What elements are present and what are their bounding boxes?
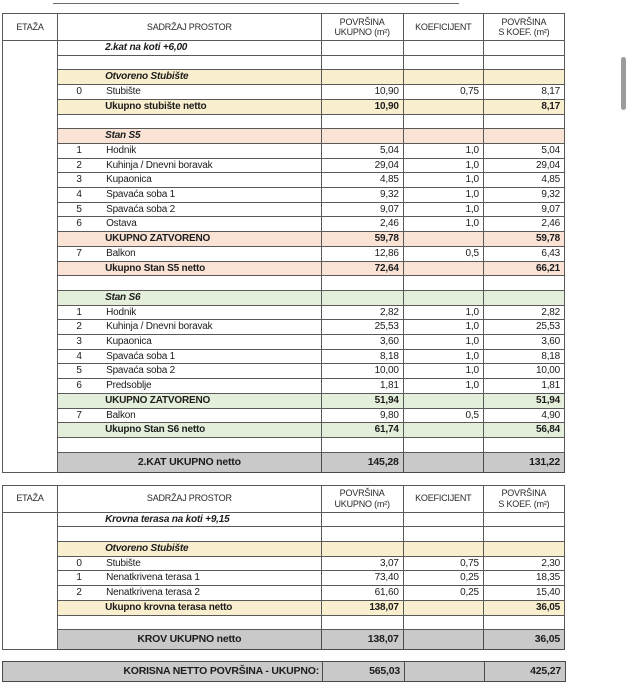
cell-povrsina-skoef xyxy=(483,542,564,557)
cell-koeficijent xyxy=(403,437,483,452)
col-header-povrsina-ukupno: POVRŠINA UKUPNO (m²) xyxy=(321,485,403,512)
room-name: Spavaća soba 1 xyxy=(106,189,176,200)
row-number: 3 xyxy=(76,174,82,186)
row-label xyxy=(58,158,321,173)
row-label xyxy=(58,173,321,188)
cell-koeficijent xyxy=(403,70,483,85)
table-row-data xyxy=(3,571,565,586)
cell-povrsina-skoef xyxy=(483,55,564,70)
cell-povrsina-ukupno: 73,40 xyxy=(321,571,403,586)
cell-povrsina-skoef xyxy=(483,615,564,630)
grand-total-koeficijent xyxy=(405,662,485,682)
cell-povrsina-ukupno xyxy=(321,512,403,527)
table-row-total xyxy=(3,600,565,615)
cell-povrsina-ukupno: 145,28 xyxy=(321,452,403,472)
cell-povrsina-ukupno xyxy=(321,437,403,452)
cell-povrsina-ukupno: 10,90 xyxy=(321,85,403,100)
table-header-row xyxy=(3,14,565,41)
col-header-povrsina-skoef: POVRŠINA S KOEF. (m²) xyxy=(483,14,564,41)
cell-povrsina-skoef xyxy=(483,129,564,144)
cell-koeficijent: 1,0 xyxy=(403,217,483,232)
cell-koeficijent xyxy=(403,261,483,276)
cell-povrsina-skoef: 15,40 xyxy=(483,586,564,601)
table-row-data xyxy=(3,305,565,320)
cell-koeficijent: 1,0 xyxy=(403,349,483,364)
cell-koeficijent: 1,0 xyxy=(403,335,483,350)
cell-povrsina-ukupno: 9,80 xyxy=(321,408,403,423)
table-row-section xyxy=(3,290,565,305)
row-label: Ukupno Stan S6 netto xyxy=(58,423,321,438)
row-label: UKUPNO ZATVORENO xyxy=(58,393,321,408)
row-number: 1 xyxy=(76,144,82,156)
cell-povrsina-skoef: 29,04 xyxy=(483,158,564,173)
room-name: Balkon xyxy=(106,409,136,421)
room-name: Kuhinja / Dnevni boravak xyxy=(106,321,213,333)
room-name: Spavaća soba 2 xyxy=(106,365,176,377)
row-number: 0 xyxy=(76,86,82,98)
cell-koeficijent xyxy=(403,615,483,630)
grand-total-povrsina-skoef: 425,27 xyxy=(485,662,566,682)
row-number: 0 xyxy=(76,557,82,569)
cell-povrsina-skoef: 2,46 xyxy=(483,217,564,232)
cell-koeficijent xyxy=(403,423,483,438)
row-label: Otvoreno Stubište xyxy=(58,70,321,85)
table-row-grand xyxy=(3,452,565,472)
table-row-blank xyxy=(3,55,565,70)
row-number: 3 xyxy=(76,336,82,348)
cell-koeficijent xyxy=(403,232,483,247)
cell-koeficijent: 0,5 xyxy=(403,408,483,423)
cell-povrsina-skoef xyxy=(483,114,564,129)
row-label xyxy=(58,217,321,232)
cell-povrsina-skoef xyxy=(483,70,564,85)
cell-povrsina-ukupno: 5,04 xyxy=(321,143,403,158)
row-label xyxy=(58,615,321,630)
cell-povrsina-skoef xyxy=(483,527,564,542)
cell-koeficijent xyxy=(403,542,483,557)
row-label xyxy=(58,246,321,261)
table-row-data xyxy=(3,143,565,158)
table-row-data xyxy=(3,202,565,217)
table-row-data xyxy=(3,335,565,350)
row-label: 2.KAT UKUPNO netto xyxy=(58,452,321,472)
row-label xyxy=(58,335,321,350)
table-row-data xyxy=(3,556,565,571)
table-row-section xyxy=(3,129,565,144)
row-label: Stan S6 xyxy=(58,290,321,305)
cell-koeficijent: 1,0 xyxy=(403,379,483,394)
cell-koeficijent xyxy=(403,452,483,472)
table-row-data xyxy=(3,586,565,601)
row-label: Ukupno krovna terasa netto xyxy=(58,600,321,615)
cell-povrsina-skoef: 9,32 xyxy=(483,188,564,203)
row-number: 5 xyxy=(76,203,82,215)
cell-povrsina-skoef: 4,85 xyxy=(483,173,564,188)
cell-povrsina-skoef: 6,43 xyxy=(483,246,564,261)
table-row-data xyxy=(3,85,565,100)
room-name: Nenatkrivena terasa 2 xyxy=(106,587,200,599)
table-row-data xyxy=(3,349,565,364)
cell-povrsina-ukupno: 2,82 xyxy=(321,305,403,320)
cell-povrsina-skoef: 8,17 xyxy=(483,99,564,114)
cell-povrsina-skoef: 3,60 xyxy=(483,335,564,350)
cell-povrsina-ukupno: 9,32 xyxy=(321,188,403,203)
etaza-empty-cell xyxy=(3,512,58,650)
table-row-data xyxy=(3,408,565,423)
cell-povrsina-skoef: 4,90 xyxy=(483,408,564,423)
cell-koeficijent xyxy=(403,41,483,56)
cell-povrsina-ukupno xyxy=(321,41,403,56)
cell-povrsina-skoef: 51,94 xyxy=(483,393,564,408)
cell-povrsina-skoef: 8,17 xyxy=(483,85,564,100)
cell-povrsina-ukupno xyxy=(321,129,403,144)
row-label xyxy=(58,55,321,70)
cell-koeficijent: 1,0 xyxy=(403,173,483,188)
cell-povrsina-ukupno: 25,53 xyxy=(321,320,403,335)
cell-povrsina-skoef: 5,04 xyxy=(483,143,564,158)
cell-koeficijent: 1,0 xyxy=(403,364,483,379)
cell-povrsina-ukupno: 29,04 xyxy=(321,158,403,173)
table-row-total xyxy=(3,423,565,438)
table-row-blank xyxy=(3,276,565,291)
cropped-row-top-border xyxy=(53,3,459,4)
col-header-etaza: ETAŽA xyxy=(3,14,58,41)
cell-povrsina-ukupno: 61,74 xyxy=(321,423,403,438)
cell-povrsina-ukupno: 1,81 xyxy=(321,379,403,394)
table-row-data xyxy=(3,320,565,335)
room-name: Kupaonica xyxy=(106,336,152,348)
table-row-data xyxy=(3,246,565,261)
row-label: Ukupno Stan S5 netto xyxy=(58,261,321,276)
room-name: Nenatkrivena terasa 1 xyxy=(106,572,200,584)
cell-povrsina-ukupno xyxy=(321,114,403,129)
row-label xyxy=(58,114,321,129)
cell-koeficijent xyxy=(403,630,483,650)
cell-koeficijent xyxy=(403,512,483,527)
cell-koeficijent: 1,0 xyxy=(403,158,483,173)
cell-koeficijent: 0,25 xyxy=(403,571,483,586)
room-name: Hodnik xyxy=(106,144,137,156)
col-header-etaza: ETAŽA xyxy=(3,485,58,512)
room-name: Spavaća soba 1 xyxy=(106,350,176,362)
col-header-koeficijent: KOEFICIJENT xyxy=(403,485,483,512)
row-label: UKUPNO ZATVORENO xyxy=(58,232,321,247)
table-row-subtitle xyxy=(3,41,565,56)
row-number: 2 xyxy=(76,587,82,599)
table-row-total xyxy=(3,99,565,114)
cell-povrsina-skoef: 56,84 xyxy=(483,423,564,438)
cell-koeficijent xyxy=(403,527,483,542)
table-row-blank xyxy=(3,615,565,630)
etaza-empty-cell xyxy=(3,41,58,473)
table-row-data xyxy=(3,188,565,203)
room-name: Hodnik xyxy=(106,306,137,318)
cell-koeficijent xyxy=(403,129,483,144)
row-label xyxy=(58,556,321,571)
floor-2-table xyxy=(2,13,565,473)
row-number: 5 xyxy=(76,365,82,377)
cell-povrsina-skoef xyxy=(483,41,564,56)
cell-povrsina-skoef xyxy=(483,290,564,305)
cell-povrsina-skoef: 2,82 xyxy=(483,305,564,320)
cell-povrsina-skoef xyxy=(483,276,564,291)
cell-povrsina-skoef: 18,35 xyxy=(483,571,564,586)
col-header-koeficijent: KOEFICIJENT xyxy=(403,14,483,41)
cell-povrsina-skoef: 9,07 xyxy=(483,202,564,217)
cell-povrsina-skoef: 8,18 xyxy=(483,349,564,364)
col-header-povrsina-skoef: POVRŠINA S KOEF. (m²) xyxy=(483,485,564,512)
table-row-data xyxy=(3,158,565,173)
row-label xyxy=(58,364,321,379)
cell-povrsina-ukupno: 4,85 xyxy=(321,173,403,188)
cell-povrsina-skoef xyxy=(483,512,564,527)
area-document xyxy=(2,13,566,682)
cell-koeficijent: 1,0 xyxy=(403,188,483,203)
row-number: 1 xyxy=(76,572,82,584)
table-row-section xyxy=(3,542,565,557)
row-label: KROV UKUPNO netto xyxy=(58,630,321,650)
cell-povrsina-ukupno: 138,07 xyxy=(321,630,403,650)
cell-povrsina-ukupno: 10,90 xyxy=(321,99,403,114)
cell-koeficijent: 1,0 xyxy=(403,202,483,217)
col-header-sadrzaj: SADRŽAJ PROSTOR xyxy=(58,485,321,512)
cell-povrsina-skoef: 66,21 xyxy=(483,261,564,276)
row-label xyxy=(58,527,321,542)
row-label xyxy=(58,571,321,586)
row-number: 7 xyxy=(76,247,82,259)
cell-povrsina-ukupno xyxy=(321,542,403,557)
cell-povrsina-ukupno: 138,07 xyxy=(321,600,403,615)
table-row-section xyxy=(3,70,565,85)
cell-povrsina-skoef: 131,22 xyxy=(483,452,564,472)
roof-terrace-table xyxy=(2,485,565,651)
col-header-povrsina-ukupno: POVRŠINA UKUPNO (m²) xyxy=(321,14,403,41)
row-label: Otvoreno Stubište xyxy=(58,542,321,557)
row-number: 7 xyxy=(76,409,82,421)
row-label xyxy=(58,305,321,320)
row-number: 4 xyxy=(76,189,82,200)
grand-total-label: KORISNA NETTO POVRŠINA - UKUPNO: xyxy=(3,662,323,682)
row-label xyxy=(58,437,321,452)
room-name: Kupaonica xyxy=(106,174,152,186)
cell-koeficijent xyxy=(403,99,483,114)
grand-total-table xyxy=(2,661,566,682)
cell-povrsina-ukupno: 59,78 xyxy=(321,232,403,247)
row-label xyxy=(58,586,321,601)
row-number: 1 xyxy=(76,306,82,318)
cell-povrsina-ukupno xyxy=(321,527,403,542)
cell-povrsina-ukupno: 51,94 xyxy=(321,393,403,408)
row-label xyxy=(58,188,321,203)
table-header-row xyxy=(3,485,565,512)
grand-total-povrsina-ukupno: 565,03 xyxy=(323,662,405,682)
row-label xyxy=(58,276,321,291)
row-label xyxy=(58,85,321,100)
row-number: 6 xyxy=(76,218,82,230)
room-name: Ostava xyxy=(106,218,137,230)
cell-koeficijent: 0,75 xyxy=(403,85,483,100)
cell-koeficijent: 1,0 xyxy=(403,320,483,335)
cell-povrsina-skoef: 25,53 xyxy=(483,320,564,335)
room-name: Kuhinja / Dnevni boravak xyxy=(106,159,213,171)
table-row-total xyxy=(3,393,565,408)
cell-koeficijent xyxy=(403,276,483,291)
cell-povrsina-ukupno: 8,18 xyxy=(321,349,403,364)
cell-koeficijent: 0,5 xyxy=(403,246,483,261)
row-number: 6 xyxy=(76,380,82,392)
scrollbar-thumb[interactable] xyxy=(621,57,626,110)
cell-povrsina-ukupno xyxy=(321,55,403,70)
cell-povrsina-skoef: 2,30 xyxy=(483,556,564,571)
cell-koeficijent xyxy=(403,290,483,305)
cell-povrsina-skoef: 10,00 xyxy=(483,364,564,379)
row-label xyxy=(58,202,321,217)
table-row-subtitle xyxy=(3,512,565,527)
cell-koeficijent: 0,75 xyxy=(403,556,483,571)
cell-povrsina-skoef: 36,05 xyxy=(483,630,564,650)
cell-povrsina-skoef: 59,78 xyxy=(483,232,564,247)
cell-povrsina-ukupno xyxy=(321,290,403,305)
cell-koeficijent: 0,25 xyxy=(403,586,483,601)
cell-povrsina-skoef xyxy=(483,437,564,452)
cell-povrsina-ukupno: 61,60 xyxy=(321,586,403,601)
cell-povrsina-ukupno: 2,46 xyxy=(321,217,403,232)
row-label: Ukupno stubište netto xyxy=(58,99,321,114)
cell-povrsina-ukupno: 72,64 xyxy=(321,261,403,276)
table-row-blank xyxy=(3,437,565,452)
cell-povrsina-ukupno: 3,60 xyxy=(321,335,403,350)
table-row-data xyxy=(3,217,565,232)
cell-koeficijent xyxy=(403,55,483,70)
table-row-blank xyxy=(3,527,565,542)
row-label: Stan S5 xyxy=(58,129,321,144)
row-number: 2 xyxy=(76,321,82,333)
cell-povrsina-ukupno: 3,07 xyxy=(321,556,403,571)
row-number: 2 xyxy=(76,159,82,171)
cell-povrsina-ukupno xyxy=(321,615,403,630)
room-name: Spavaća soba 2 xyxy=(106,203,176,215)
cell-koeficijent: 1,0 xyxy=(403,143,483,158)
cell-koeficijent xyxy=(403,393,483,408)
cell-povrsina-skoef: 1,81 xyxy=(483,379,564,394)
row-label xyxy=(58,379,321,394)
room-name: Stubište xyxy=(106,86,141,98)
table-row-data xyxy=(3,379,565,394)
cell-povrsina-ukupno xyxy=(321,70,403,85)
row-label: Krovna terasa na koti +9,15 xyxy=(58,512,321,527)
table-row-grand xyxy=(3,630,565,650)
table-row-data xyxy=(3,364,565,379)
room-name: Stubište xyxy=(106,557,141,569)
cell-povrsina-ukupno: 9,07 xyxy=(321,202,403,217)
cell-povrsina-ukupno: 10,00 xyxy=(321,364,403,379)
cell-povrsina-ukupno: 12,86 xyxy=(321,246,403,261)
row-label xyxy=(58,143,321,158)
cell-koeficijent: 1,0 xyxy=(403,305,483,320)
cell-koeficijent xyxy=(403,600,483,615)
cell-koeficijent xyxy=(403,114,483,129)
cell-povrsina-skoef: 36,05 xyxy=(483,600,564,615)
table-row-data xyxy=(3,173,565,188)
row-label xyxy=(58,349,321,364)
table-row-blank xyxy=(3,114,565,129)
room-name: Predsoblje xyxy=(106,380,152,392)
row-label: 2.kat na koti +6,00 xyxy=(58,41,321,56)
cell-povrsina-ukupno xyxy=(321,276,403,291)
row-label xyxy=(58,408,321,423)
room-name: Balkon xyxy=(106,247,136,259)
table-row-total xyxy=(3,261,565,276)
row-number: 4 xyxy=(76,350,82,362)
table-row-total xyxy=(3,232,565,247)
row-label xyxy=(58,320,321,335)
col-header-sadrzaj: SADRŽAJ PROSTOR xyxy=(58,14,321,41)
grand-total-row xyxy=(3,662,566,682)
